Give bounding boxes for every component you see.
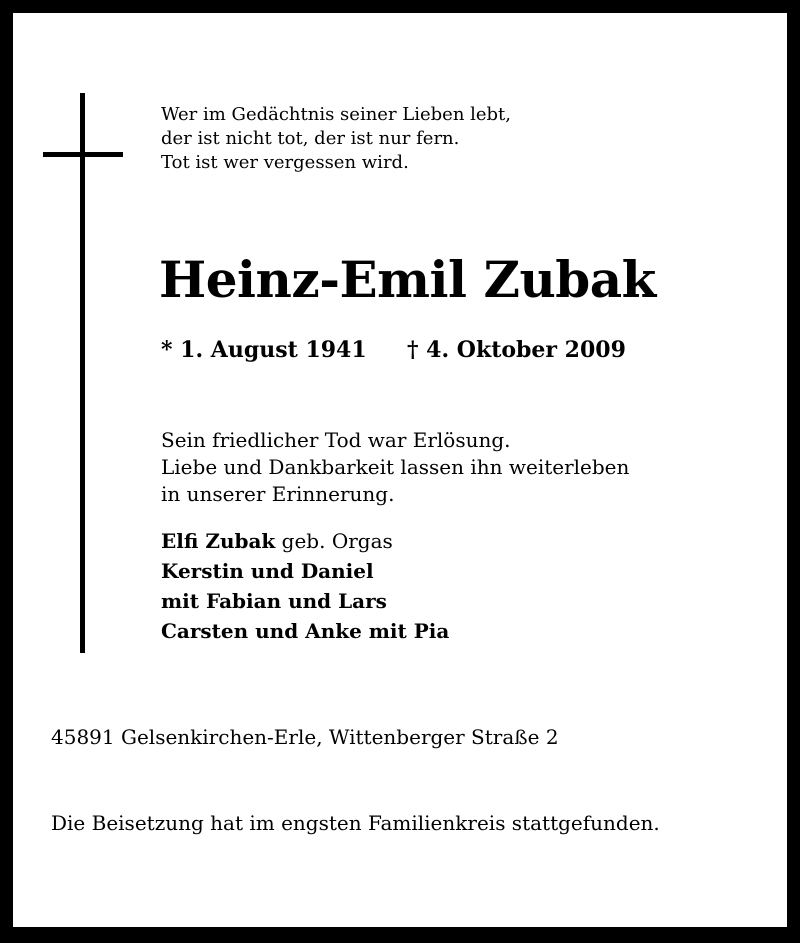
mourner-line-3: mit Fabian und Lars xyxy=(161,589,387,613)
quote-line-3: Tot ist wer vergessen wird. xyxy=(161,152,409,173)
cross-icon-crossbar xyxy=(43,152,123,157)
farewell-line-2: Liebe und Dankbarkeit lassen ihn weiterleben xyxy=(161,455,630,479)
obituary-notice xyxy=(13,13,787,927)
death-date: † 4. Oktober 2009 xyxy=(407,337,626,363)
deceased-name: Heinz-Emil Zubak xyxy=(159,250,656,309)
quote-line-2: der ist nicht tot, der ist nur fern. xyxy=(161,128,460,149)
spouse-maiden-name: geb. Orgas xyxy=(281,529,393,553)
farewell-line-3: in unserer Erinnerung. xyxy=(161,482,395,506)
address: 45891 Gelsenkirchen-Erle, Wittenberger Straße 2 xyxy=(51,725,559,749)
farewell-text xyxy=(161,427,629,508)
mourner-line-4: Carsten und Anke mit Pia xyxy=(161,619,450,643)
life-dates xyxy=(161,335,626,365)
birth-date: * 1. August 1941 xyxy=(161,337,367,363)
mourner-spouse xyxy=(161,526,449,556)
farewell-line-1: Sein friedlicher Tod war Erlösung. xyxy=(161,428,511,452)
spouse-name: Elfi Zubak xyxy=(161,529,276,553)
mourner-line-2: Kerstin und Daniel xyxy=(161,559,374,583)
mourners-list xyxy=(161,526,449,646)
memorial-quote xyxy=(161,103,511,175)
burial-note: Die Beisetzung hat im engsten Familienkreis stattgefunden. xyxy=(51,811,660,835)
quote-line-1: Wer im Gedächtnis seiner Lieben lebt, xyxy=(161,104,512,125)
cross-icon xyxy=(80,93,85,653)
